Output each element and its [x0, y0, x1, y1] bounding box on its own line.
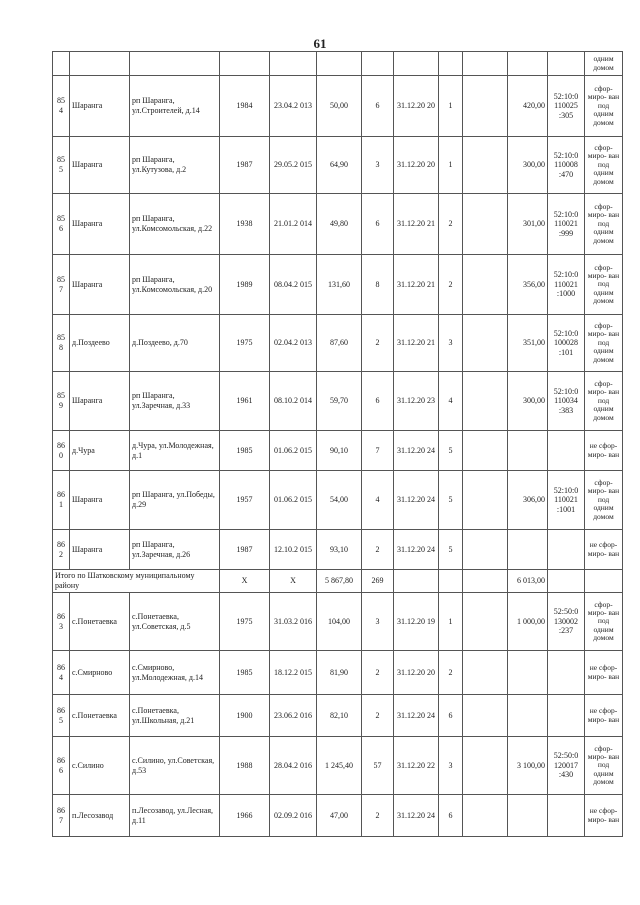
- total-date: X: [270, 570, 317, 593]
- cell-num: 85 8: [53, 315, 70, 372]
- cell-address: рп Шаранга, ул.Комсомольская, д.22: [130, 194, 220, 255]
- cell-cost: 306,00: [508, 471, 548, 530]
- cell-date: 21.01.2 014: [270, 194, 317, 255]
- cell-cadastral: 52:10:0 110021 :1001: [548, 471, 585, 530]
- cell-address: д.Поздеево, д.70: [130, 315, 220, 372]
- cell-date: 08.10.2 014: [270, 372, 317, 431]
- cell-date: 08.04.2 015: [270, 255, 317, 315]
- cell-end-date: 31.12.20 23: [394, 372, 439, 431]
- cell-cadastral: [548, 52, 585, 76]
- cell-end-date: 31.12.20 20: [394, 76, 439, 137]
- cell-empty: [463, 593, 508, 651]
- cell-end-date: 31.12.20 24: [394, 695, 439, 737]
- cell-end-date: [394, 52, 439, 76]
- cell-date: 02.04.2 013: [270, 315, 317, 372]
- cell-cadastral: 52:10:0 110021 :999: [548, 194, 585, 255]
- cell-address: рп Шаранга, ул.Заречная, д.26: [130, 530, 220, 570]
- cell-empty: [463, 471, 508, 530]
- cell-year: 1987: [220, 530, 270, 570]
- cell-cost: 300,00: [508, 372, 548, 431]
- table-row: [53, 76, 623, 137]
- total-cost: 6 013,00: [508, 570, 548, 593]
- cell-year: 1988: [220, 737, 270, 795]
- total-area: 5 867,80: [317, 570, 362, 593]
- cell-num: 86 1: [53, 471, 70, 530]
- cell-land-status: сфор- миро- ван под одним домом: [585, 593, 623, 651]
- cell-land-status: сфор- миро- ван под одним домом: [585, 471, 623, 530]
- cell-settlement: Шаранга: [70, 471, 130, 530]
- cell-cost: 1 000,00: [508, 593, 548, 651]
- cell-end-date: 31.12.20 21: [394, 255, 439, 315]
- cell-cost: 356,00: [508, 255, 548, 315]
- cell-year: 1966: [220, 795, 270, 837]
- table-row: [53, 315, 623, 372]
- table-row: [53, 695, 623, 737]
- cell-empty: [463, 315, 508, 372]
- cell-cadastral: [548, 530, 585, 570]
- cell-count: 6: [362, 76, 394, 137]
- cell-area: 131,60: [317, 255, 362, 315]
- cell-cadastral: 52:10:0 110021 :1000: [548, 255, 585, 315]
- cell-count: 57: [362, 737, 394, 795]
- cell-num: 86 5: [53, 695, 70, 737]
- cell-settlement: Шаранга: [70, 194, 130, 255]
- cell-end-date: 31.12.20 24: [394, 530, 439, 570]
- cell-address: рп Шаранга, ул.Победы, д.29: [130, 471, 220, 530]
- table-row: [53, 194, 623, 255]
- cell-date: 23.06.2 016: [270, 695, 317, 737]
- page-number: 61: [313, 36, 327, 51]
- cell-address: рп Шаранга, ул.Строителей, д.14: [130, 76, 220, 137]
- cell-year: 1989: [220, 255, 270, 315]
- cell-address: с.Понетаевка, ул.Школьная, д.21: [130, 695, 220, 737]
- table-row: [53, 651, 623, 695]
- cell-stage: 5: [439, 471, 463, 530]
- cell-stage: 6: [439, 795, 463, 837]
- table-row: [53, 795, 623, 837]
- total-empty: [585, 570, 623, 593]
- cell-settlement: Шаранга: [70, 530, 130, 570]
- cell-empty: [463, 431, 508, 471]
- cell-cost: 351,00: [508, 315, 548, 372]
- cell-year: 1961: [220, 372, 270, 431]
- cell-land-status: сфор- миро- ван под одним домом: [585, 372, 623, 431]
- cell-count: 3: [362, 593, 394, 651]
- cell-empty: [463, 695, 508, 737]
- cell-stage: 1: [439, 593, 463, 651]
- cell-empty: [463, 737, 508, 795]
- cell-cadastral: 52:10:0 100028 :101: [548, 315, 585, 372]
- cell-stage: 4: [439, 372, 463, 431]
- cell-cadastral: [548, 695, 585, 737]
- cell-empty: [463, 194, 508, 255]
- total-empty: [394, 570, 439, 593]
- cell-empty: [463, 76, 508, 137]
- cell-count: 2: [362, 695, 394, 737]
- cell-cadastral: 52:50:0 120017 :430: [548, 737, 585, 795]
- table-row: [53, 471, 623, 530]
- cell-count: 6: [362, 372, 394, 431]
- cell-land-status: сфор- миро- ван под одним домом: [585, 315, 623, 372]
- cell-empty: [463, 52, 508, 76]
- cell-address: [130, 52, 220, 76]
- cell-num: [53, 52, 70, 76]
- total-year: X: [220, 570, 270, 593]
- cell-year: 1900: [220, 695, 270, 737]
- cell-stage: 5: [439, 530, 463, 570]
- cell-year: 1985: [220, 431, 270, 471]
- cell-count: 6: [362, 194, 394, 255]
- cell-end-date: 31.12.20 19: [394, 593, 439, 651]
- cell-end-date: 31.12.20 20: [394, 137, 439, 194]
- cell-stage: 5: [439, 431, 463, 471]
- cell-num: 85 4: [53, 76, 70, 137]
- cell-date: [270, 52, 317, 76]
- cell-stage: 2: [439, 255, 463, 315]
- registry-table-body: [53, 52, 623, 837]
- cell-date: 31.03.2 016: [270, 593, 317, 651]
- cell-cost: 3 100,00: [508, 737, 548, 795]
- cell-area: 49,80: [317, 194, 362, 255]
- cell-land-status: сфор- миро- ван под одним домом: [585, 255, 623, 315]
- cell-num: 86 4: [53, 651, 70, 695]
- total-empty: [548, 570, 585, 593]
- cell-area: 50,00: [317, 76, 362, 137]
- cell-cost: 300,00: [508, 137, 548, 194]
- cell-num: 85 6: [53, 194, 70, 255]
- cell-empty: [463, 255, 508, 315]
- cell-land-status: не сфор- миро- ван: [585, 795, 623, 837]
- cell-cost: 301,00: [508, 194, 548, 255]
- cell-address: рп Шаранга, ул.Заречная, д.33: [130, 372, 220, 431]
- cell-address: рп Шаранга, ул.Комсомольская, д.20: [130, 255, 220, 315]
- cell-land-status: сфор- миро- ван под одним домом: [585, 194, 623, 255]
- cell-settlement: Шаранга: [70, 137, 130, 194]
- cell-address: с.Силино, ул.Советская, д.53: [130, 737, 220, 795]
- table-row: [53, 737, 623, 795]
- cell-count: [362, 52, 394, 76]
- cell-year: [220, 52, 270, 76]
- cell-area: 81,90: [317, 651, 362, 695]
- cell-count: 3: [362, 137, 394, 194]
- cell-count: 2: [362, 530, 394, 570]
- table-row-continuation: [53, 52, 623, 76]
- cell-area: 1 245,40: [317, 737, 362, 795]
- cell-year: 1987: [220, 137, 270, 194]
- cell-cost: [508, 52, 548, 76]
- cell-land-status: не сфор- миро- ван: [585, 695, 623, 737]
- cell-end-date: 31.12.20 24: [394, 795, 439, 837]
- cell-area: 104,00: [317, 593, 362, 651]
- cell-date: 01.06.2 015: [270, 471, 317, 530]
- cell-stage: 2: [439, 651, 463, 695]
- total-empty: [439, 570, 463, 593]
- cell-end-date: 31.12.20 24: [394, 431, 439, 471]
- cell-empty: [463, 137, 508, 194]
- cell-num: 85 5: [53, 137, 70, 194]
- cell-cadastral: 52:10:0 110025 :305: [548, 76, 585, 137]
- cell-date: 23.04.2 013: [270, 76, 317, 137]
- cell-count: 8: [362, 255, 394, 315]
- cell-num: 86 3: [53, 593, 70, 651]
- cell-address: п.Лесозавод, ул.Лесная, д.11: [130, 795, 220, 837]
- cell-area: 82,10: [317, 695, 362, 737]
- cell-cadastral: [548, 431, 585, 471]
- table-row: [53, 593, 623, 651]
- cell-settlement: п.Лесозавод: [70, 795, 130, 837]
- cell-stage: 3: [439, 737, 463, 795]
- cell-land-status: не сфор- миро- ван: [585, 530, 623, 570]
- cell-year: 1975: [220, 593, 270, 651]
- cell-settlement: с.Силино: [70, 737, 130, 795]
- total-empty: [463, 570, 508, 593]
- cell-cost: [508, 431, 548, 471]
- cell-num: 85 9: [53, 372, 70, 431]
- cell-settlement: Шаранга: [70, 255, 130, 315]
- cell-land-status: сфор- миро- ван под одним домом: [585, 137, 623, 194]
- cell-num: 86 0: [53, 431, 70, 471]
- table-row: [53, 372, 623, 431]
- cell-settlement: с.Смирново: [70, 651, 130, 695]
- cell-date: 28.04.2 016: [270, 737, 317, 795]
- cell-settlement: [70, 52, 130, 76]
- cell-address: с.Смирново, ул.Молодежная, д.14: [130, 651, 220, 695]
- cell-stage: 1: [439, 137, 463, 194]
- cell-settlement: с.Понетаевка: [70, 695, 130, 737]
- cell-cost: [508, 795, 548, 837]
- cell-land-status: не сфор- миро- ван: [585, 651, 623, 695]
- cell-cost: [508, 530, 548, 570]
- cell-num: 86 6: [53, 737, 70, 795]
- cell-address: рп Шаранга, ул.Кутузова, д.2: [130, 137, 220, 194]
- cell-year: 1984: [220, 76, 270, 137]
- cell-cost: [508, 695, 548, 737]
- cell-num: 85 7: [53, 255, 70, 315]
- cell-settlement: д.Чура: [70, 431, 130, 471]
- cell-count: 2: [362, 315, 394, 372]
- cell-count: 7: [362, 431, 394, 471]
- cell-area: [317, 52, 362, 76]
- cell-date: 12.10.2 015: [270, 530, 317, 570]
- cell-settlement: Шаранга: [70, 76, 130, 137]
- cell-year: 1975: [220, 315, 270, 372]
- cell-year: 1985: [220, 651, 270, 695]
- cell-area: 90,10: [317, 431, 362, 471]
- cell-empty: [463, 795, 508, 837]
- cell-land-status: не сфор- миро- ван: [585, 431, 623, 471]
- cell-empty: [463, 372, 508, 431]
- cell-area: 47,00: [317, 795, 362, 837]
- cell-settlement: с.Понетаевка: [70, 593, 130, 651]
- table-row: [53, 431, 623, 471]
- cell-end-date: 31.12.20 24: [394, 471, 439, 530]
- cell-address: с.Понетаевка, ул.Советская, д.5: [130, 593, 220, 651]
- cell-year: 1938: [220, 194, 270, 255]
- cell-cost: 420,00: [508, 76, 548, 137]
- cell-land-status: сфор- миро- ван под одним домом: [585, 76, 623, 137]
- cell-area: 93,10: [317, 530, 362, 570]
- cell-stage: 6: [439, 695, 463, 737]
- total-row: [53, 570, 623, 593]
- cell-end-date: 31.12.20 21: [394, 315, 439, 372]
- cell-cadastral: [548, 795, 585, 837]
- cell-cost: [508, 651, 548, 695]
- cell-stage: [439, 52, 463, 76]
- cell-cadastral: [548, 651, 585, 695]
- cell-empty: [463, 651, 508, 695]
- cell-date: 18.12.2 015: [270, 651, 317, 695]
- cell-end-date: 31.12.20 22: [394, 737, 439, 795]
- cell-date: 29.05.2 015: [270, 137, 317, 194]
- cell-stage: 3: [439, 315, 463, 372]
- cell-num: 86 2: [53, 530, 70, 570]
- cell-address: д.Чура, ул.Молодежная, д.1: [130, 431, 220, 471]
- cell-area: 59,70: [317, 372, 362, 431]
- cell-stage: 1: [439, 76, 463, 137]
- cell-land-status: сфор- миро- ван под одним домом: [585, 737, 623, 795]
- table-row: [53, 530, 623, 570]
- cell-num: 86 7: [53, 795, 70, 837]
- cell-end-date: 31.12.20 21: [394, 194, 439, 255]
- total-label: Итого по Шатковскому муниципальному району: [53, 570, 220, 593]
- table-row: [53, 255, 623, 315]
- cell-area: 64,90: [317, 137, 362, 194]
- cell-count: 4: [362, 471, 394, 530]
- cell-year: 1957: [220, 471, 270, 530]
- table-row: [53, 137, 623, 194]
- cell-count: 2: [362, 651, 394, 695]
- cell-count: 2: [362, 795, 394, 837]
- cell-cadastral: 52:10:0 110008 :470: [548, 137, 585, 194]
- cell-area: 87,60: [317, 315, 362, 372]
- cell-cadastral: 52:10:0 110034 :383: [548, 372, 585, 431]
- total-count: 269: [362, 570, 394, 593]
- cell-date: 02.09.2 016: [270, 795, 317, 837]
- cell-empty: [463, 530, 508, 570]
- cell-end-date: 31.12.20 20: [394, 651, 439, 695]
- cell-cadastral: 52:50:0 130002 :237: [548, 593, 585, 651]
- housing-registry-table: [52, 51, 623, 837]
- cell-date: 01.06.2 015: [270, 431, 317, 471]
- cell-settlement: Шаранга: [70, 372, 130, 431]
- cell-land-status: одним домом: [585, 52, 623, 76]
- cell-settlement: д.Поздеево: [70, 315, 130, 372]
- cell-stage: 2: [439, 194, 463, 255]
- cell-area: 54,00: [317, 471, 362, 530]
